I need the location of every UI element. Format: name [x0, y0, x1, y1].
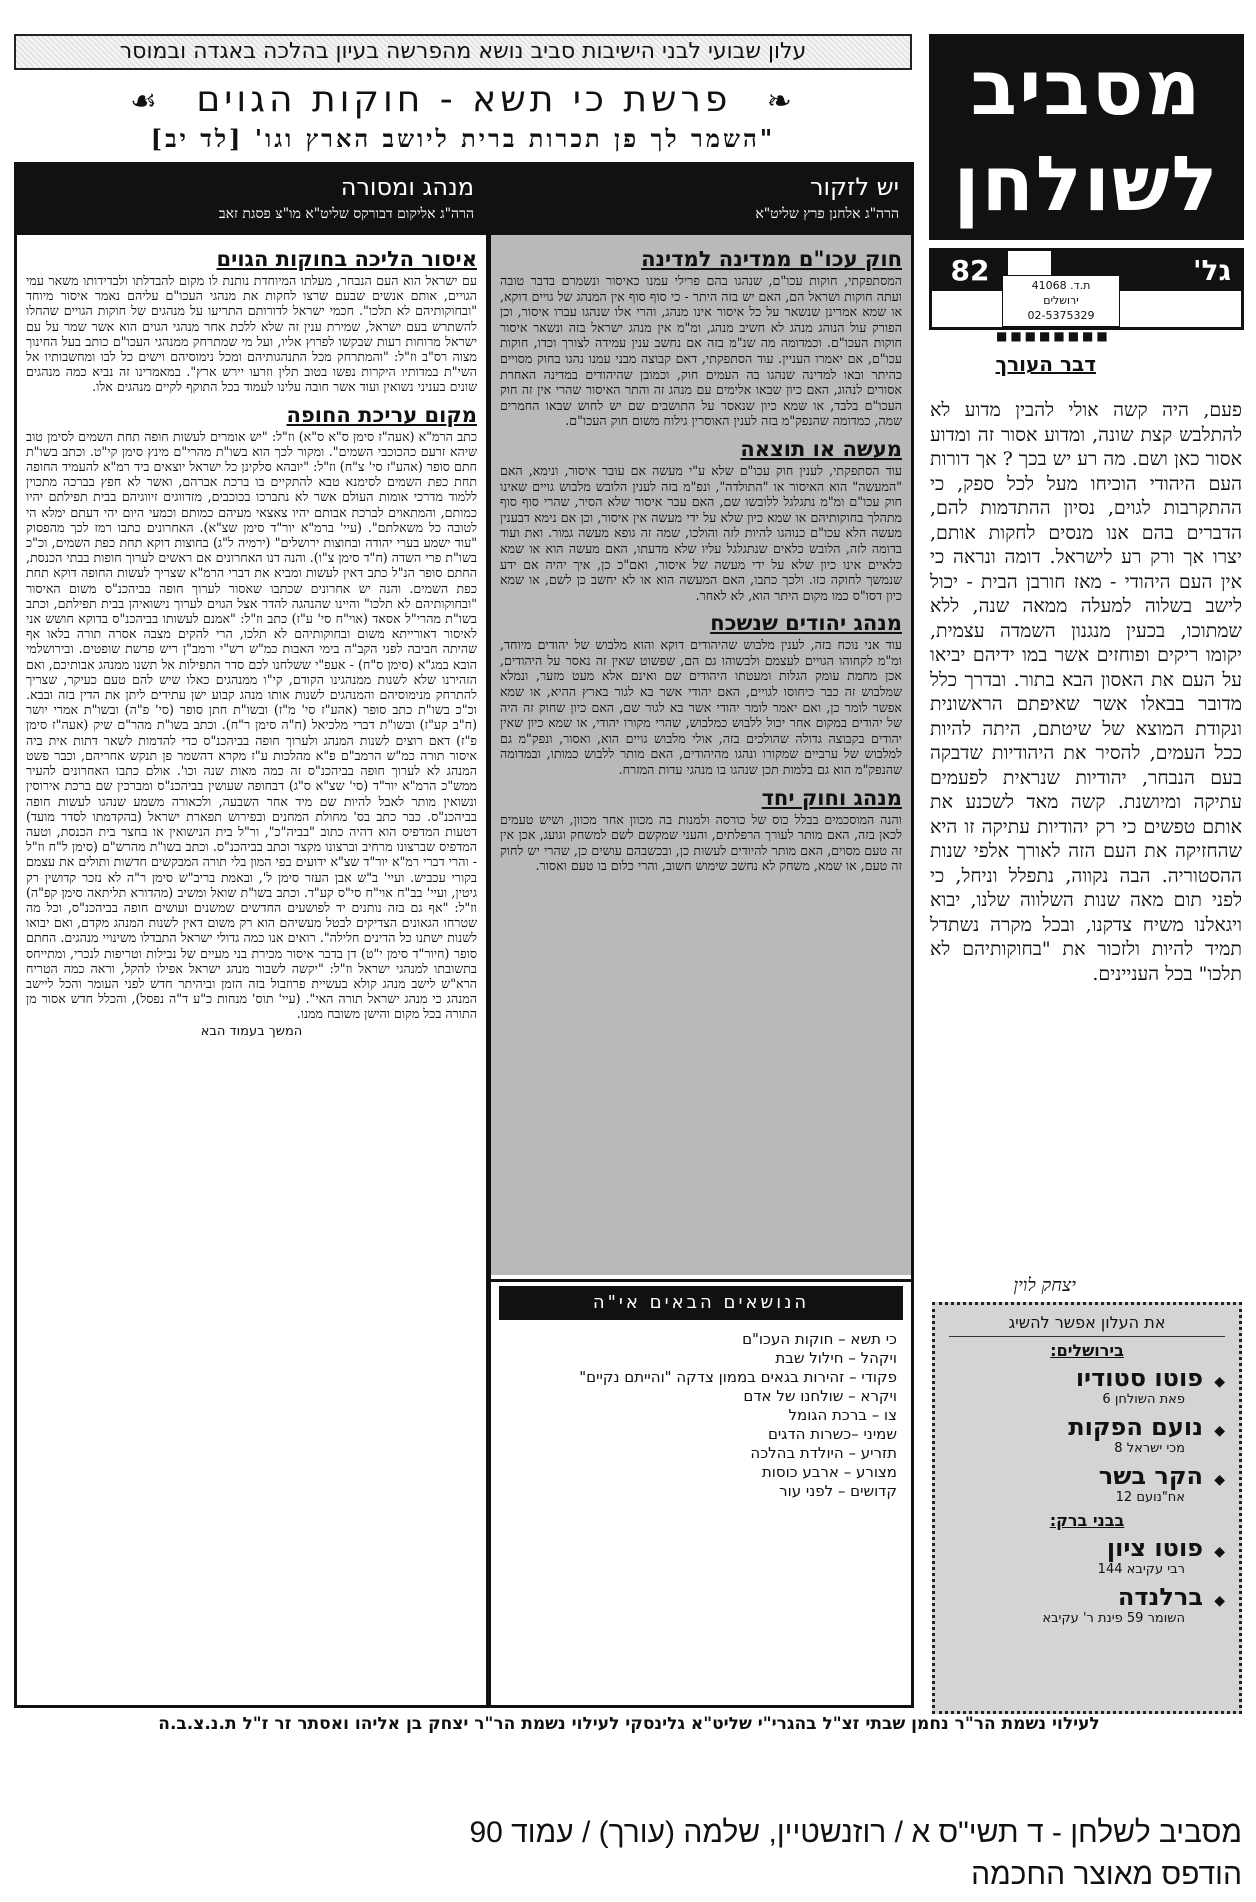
decorative-squares: ■■■■■■■■ [996, 329, 1111, 343]
list-item: מצורע – ארבע כוסות [761, 1463, 897, 1481]
list-item: פקודי – זהירות בגאים בממון צדקה "והייתם נקיים" [579, 1368, 897, 1386]
memorial-dedication: לעילוי נשמת הר"ר נחמן שבתי זצ"ל בהגרי"י שליט"א גלינסקי לעילוי נשמת הר"ר יצחק בן אליהו ואסתר זר ז"ל ת.נ.צ.ב.ה [158, 1714, 1100, 1734]
left-column-title: מנהג ומסורה [340, 173, 474, 201]
left-column-body [17, 235, 486, 1705]
right-column-header [491, 165, 911, 235]
shop-location: פאת השולחן 6 [1102, 1392, 1185, 1407]
list-item: שמיני –כשרות הדגים [767, 1425, 897, 1443]
issue-label: גל' [1051, 251, 1241, 291]
upcoming-topics [491, 1279, 911, 1705]
distribution-city-bnei-brak: בבני ברק: [1049, 1511, 1125, 1530]
section-text: עוד אני נוכח בזה, לענין מלבוש שהיהודים דוקא והוא מלבוש של יהודים מיוחד, ומ"מ לקחוהו הגויים לעצמם ולבשוהו גם הם, שפשוט שאין זה נאסר על היהודים, אכן מחמת עומק הגלות ומעטתו היהודים שם ואינם אלא מעט מזער, ונמלא שמלבוש זה כבר כיחוסו לגויים, האם יהודי אשר בא לגור בארץ ההיא, או שמא אפשר לומר כן, ואם יאמר לומר יהודי אשר בא לגור שם, האם כיון שחוק זה היה של יהודים במקום אחר יכול ללבוש כמלבוש, שהרי מקורו יהודי, או שמא כיון שאין יהודים בקבוצה גדולה שהולכים בזה, אולי מלבוש גויים הוא, ואסור, ונפק"מ גם למלבוש של ערביים שמקורו ונהגו מהיהודים, האם מותר ללבוש כמותו, ובמדומה שהנפק"מ הוא גם בלמות תכן שנהגו בו מנהגי עדות המזרח. [500, 637, 902, 778]
address-box [1002, 275, 1120, 327]
pobox: ת.ד. 41068 [1031, 279, 1091, 292]
shop-location: אח"נועם 12 [1115, 1490, 1185, 1505]
shop-name: ◆ ברלנדה [949, 1583, 1225, 1611]
list-item: כי תשא – חוקות העכו"ם [742, 1330, 897, 1348]
section-text: והנה המוסכמים בבלל כוס של כורסה ולמנות בה מכוון אחר מכוון, ושיש טעמים לכאן בזה, האם מותר לעורך הרפלתים, והעני שמקשם לשם למשחק וגועג, אכן אין זה טעם מסוים, האם מותר להיודים לעשות כן, ובכשבהם עושים כן, שהרי יש לחוק זה טעם, או שמא, משחק לא נחשב שימוש חשוב, והרי כלום בו טעם ואסור. [500, 811, 902, 874]
ornament-icon: ❧ [766, 84, 796, 119]
list-item: קדושים – לפני עור [779, 1482, 897, 1500]
shop-name: ◆ הקר בשר [949, 1462, 1225, 1490]
right-column-title: יש לזקור [809, 173, 899, 201]
shop-name: ◆ פוטו סטודיו [949, 1364, 1225, 1392]
list-item: ויקהל – חילול שבת [775, 1349, 897, 1367]
section-title: מנהג יהודים שנשכח [710, 611, 902, 636]
editor-signature: יצחק לוין [1013, 1275, 1076, 1296]
editor-title: דבר העורך [995, 352, 1096, 376]
masthead-line1: מסביב [970, 43, 1203, 132]
section-title: מעשה או תוצאה [740, 436, 902, 461]
continued-note: המשך בעמוד הבא [200, 1023, 303, 1039]
editor-text: פעם, היה קשה אולי להבין מדוע לא להתלבש קצת שונה, ומדוע אסור זה ומדוע אסור כאן ושם. מה רע יש בכך ? אך דורות העם היהודי הוכיחו מעל לכל ספק, כי ההתקרבות לגוים, נסיון ההתדמות להם, הדברים בהם אנו מנסים לחקות אותם, יצרו אך ורק רע לישראל. דומה ונראה כי אין העם היהודי - מאז חורבן הבית - יכול לישב בשלוה למעלה ממאה שנה, ללא שמתוכו, בכעין מנגנון השמדה עצמית, יקומו ריקים ופוחזים אשר במו ידיהם יביאו על העם את האסון הבא בתור. ובדרך כלל מדובר בבאלו אשר שאיפתם הראשונית ונקודת המוצא של שיטתם, היתה להיות ככל העמים, להסיר את היהודיות שדבקה בעם הנבחר, יהודיות שנראית לפעמים עתיקה ומיושנת. קשה מאד לשכנע את אותם טפשים כי רק יהודיות עתיקה זו היא שהחזיקה את העם הזה לאורך אלפי שנות ההסטוריה. הבה נקווה, נתפלל וניחל, כי לפני תום מאה שנות השלווה שלנו, יבוא ויגאלנו משיח צדקנו, ובכל מקרה נשתדל תמיד להיות ולזכור את "בחוקותיהם לא תלכו" בכל העניינים. [930, 399, 1242, 985]
section-title: מקום עריכת החופה [286, 402, 477, 427]
section-title: איסור הליכה בחוקות הגוים [216, 247, 477, 271]
masthead-line2: לשולחן [953, 139, 1220, 228]
shop-name: ◆ נועם הפקות [949, 1413, 1225, 1441]
shop-location: מכי ישראל 8 [1114, 1441, 1185, 1456]
list-item: ויקרא – שולחנו של אדם [743, 1387, 897, 1405]
section-text: עוד הסתפקתי, לענין חוק עכו"ם שלא ע"י מעשה אם עובר איסור, ונימא, האם "המעשה" הוא האיסור או "התולדה", ונפ"מ בזה לענין הלובש מלבוש גויים שאינו חוק עכו"ם ומ"מ נתגלגל ללובשו שם, האם עבר איסור שלא הסיר, שהרי סוף סוף מתהלך בחוקותיהם או שמא כיון שלא על ידי מעשה אין איסור, וכן אם נימא דבענין מעשה הלא עכו"ם כנוהגו להיות לזה והולכו, שמה זה גופא מעשה גמור. ואת ועוד בדומה לזה, הלובש כלאים שנתגלגל עליו שלא מדעתו, האם מעשה הוא או שמא כלאיים אינו כיון שלא על ידי מעשה של איסור, ואם"כ כן, איך יהיה אם ידע שנמשך לחוקה כזו. ולכך כתבו, האם המעשה הוא או לא יחשב כן לשם, או שמא כיון דסו"ס כמו מקום היתר הוא, לא לאחר. [500, 462, 902, 603]
top-banner: עלון שבועי לבני הישיבות סביב נושא מהפרשה בעיון בהלכה באגדה ובמוסר [14, 34, 912, 70]
left-column [14, 162, 489, 1708]
ornament-icon: ☙ [130, 84, 161, 119]
topics-list [491, 1324, 911, 1507]
section-text: עם ישראל הוא העם הנבחר, מעלתו המיוחדת נותנת לו מקום להבדלתו ולבדידותו משאר עמי הגויים, אותם אנשים שבעם שרצו לחקות את מנהגי העכו"ם עליהם נאמר איסור מיוחד "ובחוקותיהם לא תלכו". חכמי ישראל לדורותם התריעו על מנהגים של חוקות הגויים שהחלו להשתרש בעם ישראל, שמירת ענין זה שלא ללכת אחר מנהגי הגוים הוא אשר שמר על עם ישראל מרוחות רעות שבקשו לפרוץ אליו, ועל מי שמתרחק ממנהגי העכו"ם כותב בעל החינוך מצוה רס"ב וז"ל: "והמתרחק מכל התנהגותיהם ומכל נימוסיהם וישים כל לבו ומחשבותיו אל השי"ת במדותיו היקרות נפשו בטוב תלין וזרעו יירש ארץ". במאמרינו זה נביא כמה מנהגים שונים בעניני נשואין ועוד אשר חובה עלינו לעמוד בכל התוקף לקיים מנהגים אלו. [26, 273, 477, 395]
distribution-head: את העלון אפשר להשיג [949, 1313, 1225, 1337]
city: ירושלים [1043, 294, 1079, 307]
left-column-author: הרה"ג אליקום דבורקס שליט"א מו"צ פסגת זאב [218, 206, 474, 222]
section-title: חוק עכו"ם ממדינה למדינה [641, 247, 902, 271]
parasha-title-row [14, 78, 912, 124]
masthead [929, 34, 1244, 240]
left-column-header [17, 165, 486, 235]
shop-name: ◆ פוטו ציון [949, 1534, 1225, 1562]
section-title: מנהג וחוק יחד [761, 785, 902, 810]
list-item: צו – ברכת הגומל [788, 1406, 897, 1424]
right-column [488, 162, 914, 1708]
right-column-author: הרה"ג אלחנן פרץ שליט"א [755, 206, 899, 222]
source-printed-from: הודפס מאוצר החכמה [971, 1858, 1242, 1891]
shop-location: השומר 59 פינת ר' עקיבא [1042, 1611, 1185, 1626]
issue-bar [929, 248, 1244, 343]
parasha-title: פרשת כי תשא - חוקות הגוים [196, 79, 732, 120]
upcoming-topics-header: הנושאים הבאים אי"ה [499, 1286, 903, 1320]
issue-number: 82 [932, 251, 1008, 291]
shop-location: רבי עקיבא 144 [1097, 1562, 1185, 1577]
verse: "השמר לך פן תכרות ברית ליושב הארץ וגו' [לד יב] [150, 124, 776, 153]
source-citation: מסביב לשלחן - ד תשי"ס א / רוזנשטיין, שלמה (עורך) / עמוד 90 [469, 1816, 1242, 1849]
section-text: המסתפקתי, חוקות עכו"ם, שנהגו בהם פרילי עמנו כאיסור ונשמרם בדבר טובה ועתה חוקות ושראל הם, האם יש בזה היתר - כי סוף סוף אין המנהג של גויים דוקא, או שמא אמרינן שנשאר על כל איסור אינו מנהג, והרי אלו שנהגו עברו איסור, וכן הפורק עול הנוהג מנהג לא חשיב מנהג, ומ"מ אין מנהג ישראל בזה ונשאר איסור חוקות העכו"ם. וכמדומה מה שנ"מ בזה אם נחשב ענין עמידה לצורך וכדו, חוקות עכו"ם, אם יאמרו העניין. עוד הסתפקתי, דאם קבוצה מבני עמנו נהגו בחוק מסויים כהיתר ובאו למדינה שנהגו בה העמים חוק, וכמובן שהיהודים במדינה האחרת אסורים לנהוג, האם כיון שבאו אלימים עם מנהג זה והתר האיסור שהרי אין זה חוק העכו"ם בלבד, או שמא כיון שנאסר על התושבים שם יש לחוש שבאו החמרים שמה, כמדומה שהנפק"מ בזה לענין האוסרין גילוח משום חוק העכו"ם. [500, 273, 902, 429]
distribution-city-jerusalem: בירושלים: [1050, 1341, 1124, 1360]
section-text: כתב הרמ"א (אעה"ז סימן ס"א ס"א) וז"ל: "יש אומרים לעשות חופה תחת השמים לסימן טוב שיהא זרעם כהכוכבי השמים". ומקור לכך הוא בשו"ת מהרי"ם מינץ סימן קי"ט. וכתב בשו"ת חתם סופר (אהע"ז סי' צ"ח) וז"ל: "יובהא סלקינן כל ישראל יוצאים ביד רמ"א להעמיד החופה תחת כפת השמים לסימנא טבא להתקיים בו ברכת אברהם, ואשר לא חפץ בברכה מתכוין ללמוד מדרכי אומות העולם אשר לא נתברכו בכוכבים, מזדווגים זיווגיהם בבית תפילתם יהיו כמותם, והמתאוים לברכת אבותם יהיו צאצאי מעיהם כמותם וכמעי היום יהי דעתם ימלא הי לטובה כל משאלתם". (עיי' ברמ"א יור"ד סימן שצ"א). האחרונים כתבו רמז לכך מהפסוק "עוד ישמע בערי יהודה ובחוצות ירושלים" (ירמיה ל"ג) בחוצות דוקא תחת כפת השמים, וכ"כ בשו"ת פרי השדה (ח"ד סימן צ"ו). והנה דנו האחרונים אם ראשים לערוך חופות בבתי הכנסת, החתם סופר הנ"ל כתב דאין לעשות ומביא את דברי הרמ"א שצריך לעשות החופה דוקא תחת כפת השמים. והנה יש אחרונים שכתבו שאסור לערוך חופה בביהכנ"ס משום האיסור "ובחוקותיהם לא תלכו" והיינו שהנהגה להדר אצל הגוים לערוך נישואיהן בבית תפילתם, וכתב בשו"ת מהרי"ל אסאד (אוי"ח סי' ע"ז) כתב וז"ל: "אמנם לעשותו בביהכנ"ס בדוקא חושש אני לאיסור דאורייתא משום ובחוקותיהם לא תלכו, הרי להקים מצבה אסרה תורה בלאו אף שהיתה חביבה לפני הקב"ה בימי האבות כמ"ש רש"י ורמב"ן ריש פרשת שופטים. ובירושלמי הובא במג"א (סימן ס"ח) - אעפ"י ששלחנו לכם סדר התפילות אל תשנו ממנהג אבותיכם, ואם הזהירנו שלא לשנות ממנהגינו הקודם, קי"ו ממנהגים כאלו שיש להם טעם כעיקר, שצריך להתרחק מנימוסיהם והמנהגים לשנות אותו מנהג קבוע ישן עתידים ליתן את הדין בזה ובבא. וכ"כ בשו"ת כתב סופר (אהע"ז סי' מ"ז) ובשו"ת חתן סופר (סי' פ"ה) ובשו"ת אמרי יושר (ח"ב קע"ז) ובשו"ת דברי מלכיאל (ח"ה סימן ר"ח). וכתב בשו"ת מהר"ם שיק (אעה"ז סימן פ"ז) דאם רוצים לשנות המנהג ולערוך חופה בביהכנ"ס כדי להדמות לשאר דתות אית ביה איסור תורה כמ"ש הרמב"ם פ"א מהלכות ע"ז מקרא דהשמר פן תנקש אחריהם, וכבר פשט המנהג לא לערוך חופה בביהכנ"ס זה כמה מאות שנה וכו'. אולם כתבו האחרונים להעיר ממש"כ הרמ"א יור"ד (סי' שצ"א ס"ג) דבחופה שעושין בביהכנ"ס ומברכין שם ברכת אירוסין ונשואין מותר לאבל להיות שם מיד אחר השבעה, ולכאורה משמע שנהגו לעשות חופה בביהכנ"ס. כבר כתב בס' מחולת המחנים ובפירוש תפארת ישראל (בהקדמתו לסדר מועד) דטעות המדפיס הוא דהיה כתוב "בביה"כ", ור"ל בית הנישואין או בחצר בית הכנסת, וטעה המדפיס שברצונו מרחיב וברצונו מקצר וכתב בביהכנ"ס. וכתב בשו"ת מהרש"ם (סימן ל"ח וז"ל - והרי דברי רמ"א יור"ד שצ"א ידועים בפי המון בלי תורה המבקשים חדשות ותולים את עצמם בקורי עכביש. ועיי' ב"ש אבן העזר סימן ל', ובאמת בריב"ש סימן ר"ה לא נזכר קדושין רק גיטין, ועיי' בב"ח אוי"ח סי"ס קע"ד. וכתב בשו"ת שואל ומשיב (מהדורא תליתאה סימן קפ"ה) וז"ל: "אף גם בזה נותנים יד לפושעים החדשים שמשנים ועושים חופה בביהכנ"ס, וכל מה שטרחו הגאונים הצדיקים לבטל מעשיהם הוא רק משום דאין לשנות המנהג מקדם, ואם יבואו לשנות ישתנו כל הדינים חלילה". רואים אנו כמה גדולי ישראל התבדלו משינויי מנהגים. החתם סופר (חיור"ד סימן י"ט) דן בדבר איסור מכירת בני מעיים של נבילות וטריפות לנכרי, ומתייחס בתשובתו למנהגי ישראל וז"ל: "יקשה לשבור מנהג ישראל אפילו להקל, וראה כמה הטריח הרא"ש לישב מנהג קולא בעשיית פרוזבול בזה הזמן וביהיתר חדש לפני העומר והכל ליישב המנהג כי מנהג ישראל תורה האי". (עיי' תוס' מנחות כ"ע ד"ה נפסל), והכלל חדש אסור מן התורה בכל מקום והישן משובח ממנו. [26, 428, 477, 1022]
distribution-box [932, 1302, 1242, 1714]
right-column-body [491, 235, 911, 1275]
list-item: תזריע – היולדת בהלכה [750, 1444, 897, 1462]
phone: 02-5375329 [1027, 309, 1095, 322]
